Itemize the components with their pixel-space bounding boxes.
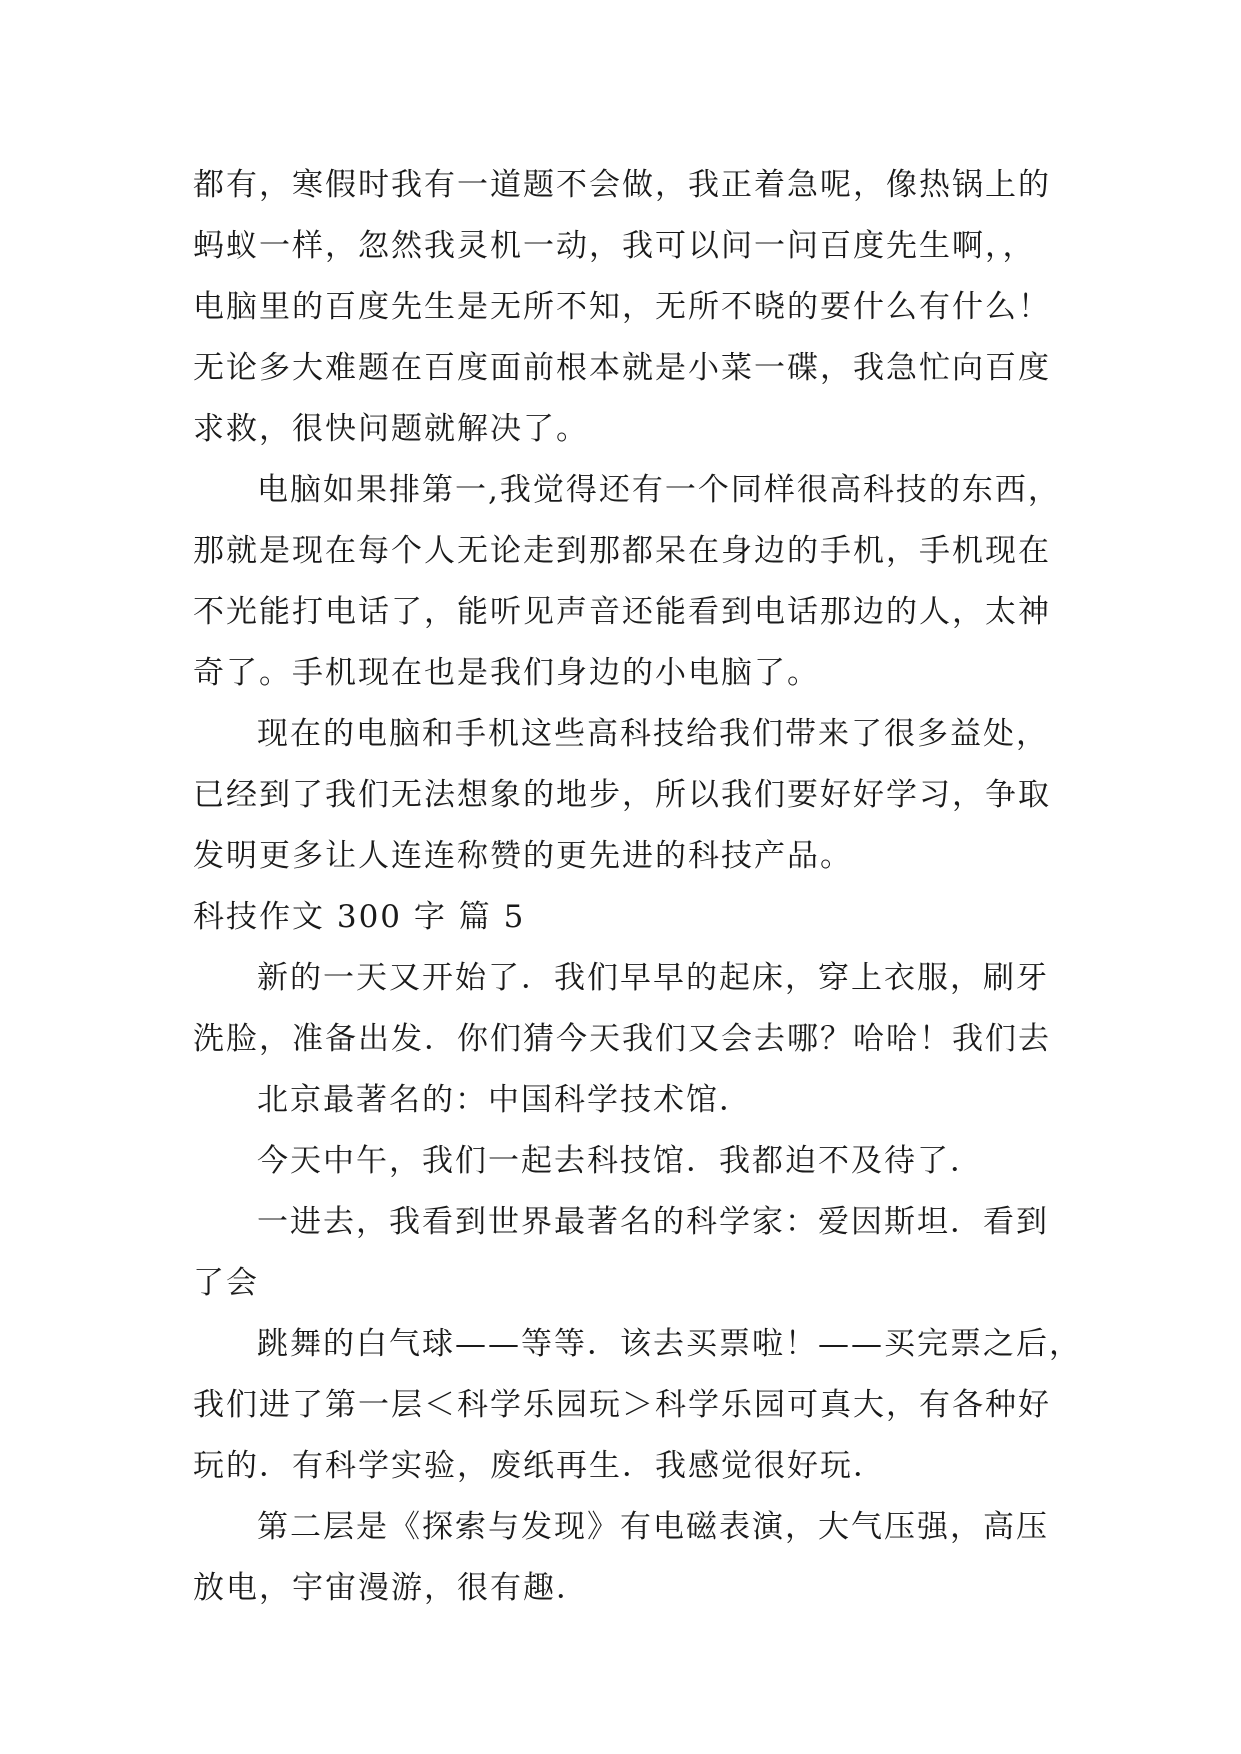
text-line: 已经到了我们无法想象的地步，所以我们要好好学习，争取 [193,777,1051,813]
text-line: 电脑里的百度先生是无所不知，无所不晓的要什么有什么！ [193,289,1051,325]
text-line: 我们进了第一层＜科学乐园玩＞科学乐园可真大，有各种好 [193,1387,1051,1423]
text-line: 一进去，我看到世界最著名的科学家：爱因斯坦．看到 [257,1204,1049,1240]
text-line: 新的一天又开始了．我们早早的起床，穿上衣服，刷牙 [257,960,1049,996]
text-line: 今天中午，我们一起去科技馆．我都迫不及待了． [257,1143,983,1179]
text-line: 不光能打电话了，能听见声音还能看到电话那边的人，太神 [193,594,1051,630]
text-line: 放电，宇宙漫游，很有趣． [193,1570,589,1606]
text-line: 洗脸，准备出发．你们猜今天我们又会去哪？哈哈！我们去 [193,1021,1051,1057]
document-body [193,155,1082,1619]
text-line: 奇了。手机现在也是我们身边的小电脑了。 [193,655,820,691]
section-heading: 科技作文 300 字 篇 5 [193,899,526,935]
text-line: 玩的．有科学实验，废纸再生．我感觉很好玩． [193,1448,886,1484]
text-line: 电脑如果排第一,我觉得还有一个同样很高科技的东西， [257,472,1061,508]
text-line: 了会 [193,1265,259,1301]
text-line: 现在的电脑和手机这些高科技给我们带来了很多益处， [257,716,1049,752]
text-line: 跳舞的白气球——等等．该去买票啦！——买完票之后， [257,1326,1082,1362]
text-line: 蚂蚁一样，忽然我灵机一动，我可以问一问百度先生啊，， [193,228,1036,264]
text-line: 都有，寒假时我有一道题不会做，我正着急呢，像热锅上的 [193,167,1051,203]
text-line: 那就是现在每个人无论走到那都呆在身边的手机，手机现在 [193,533,1051,569]
text-line: 第二层是《探索与发现》有电磁表演，大气压强，高压 [257,1509,1049,1545]
text-line: 发明更多让人连连称赞的更先进的科技产品。 [193,838,853,874]
text-line: 求救，很快问题就解决了。 [193,411,589,447]
text-line: 无论多大难题在百度面前根本就是小菜一碟，我急忙向百度 [193,350,1051,386]
text-line: 北京最著名的：中国科学技术馆． [257,1082,752,1118]
